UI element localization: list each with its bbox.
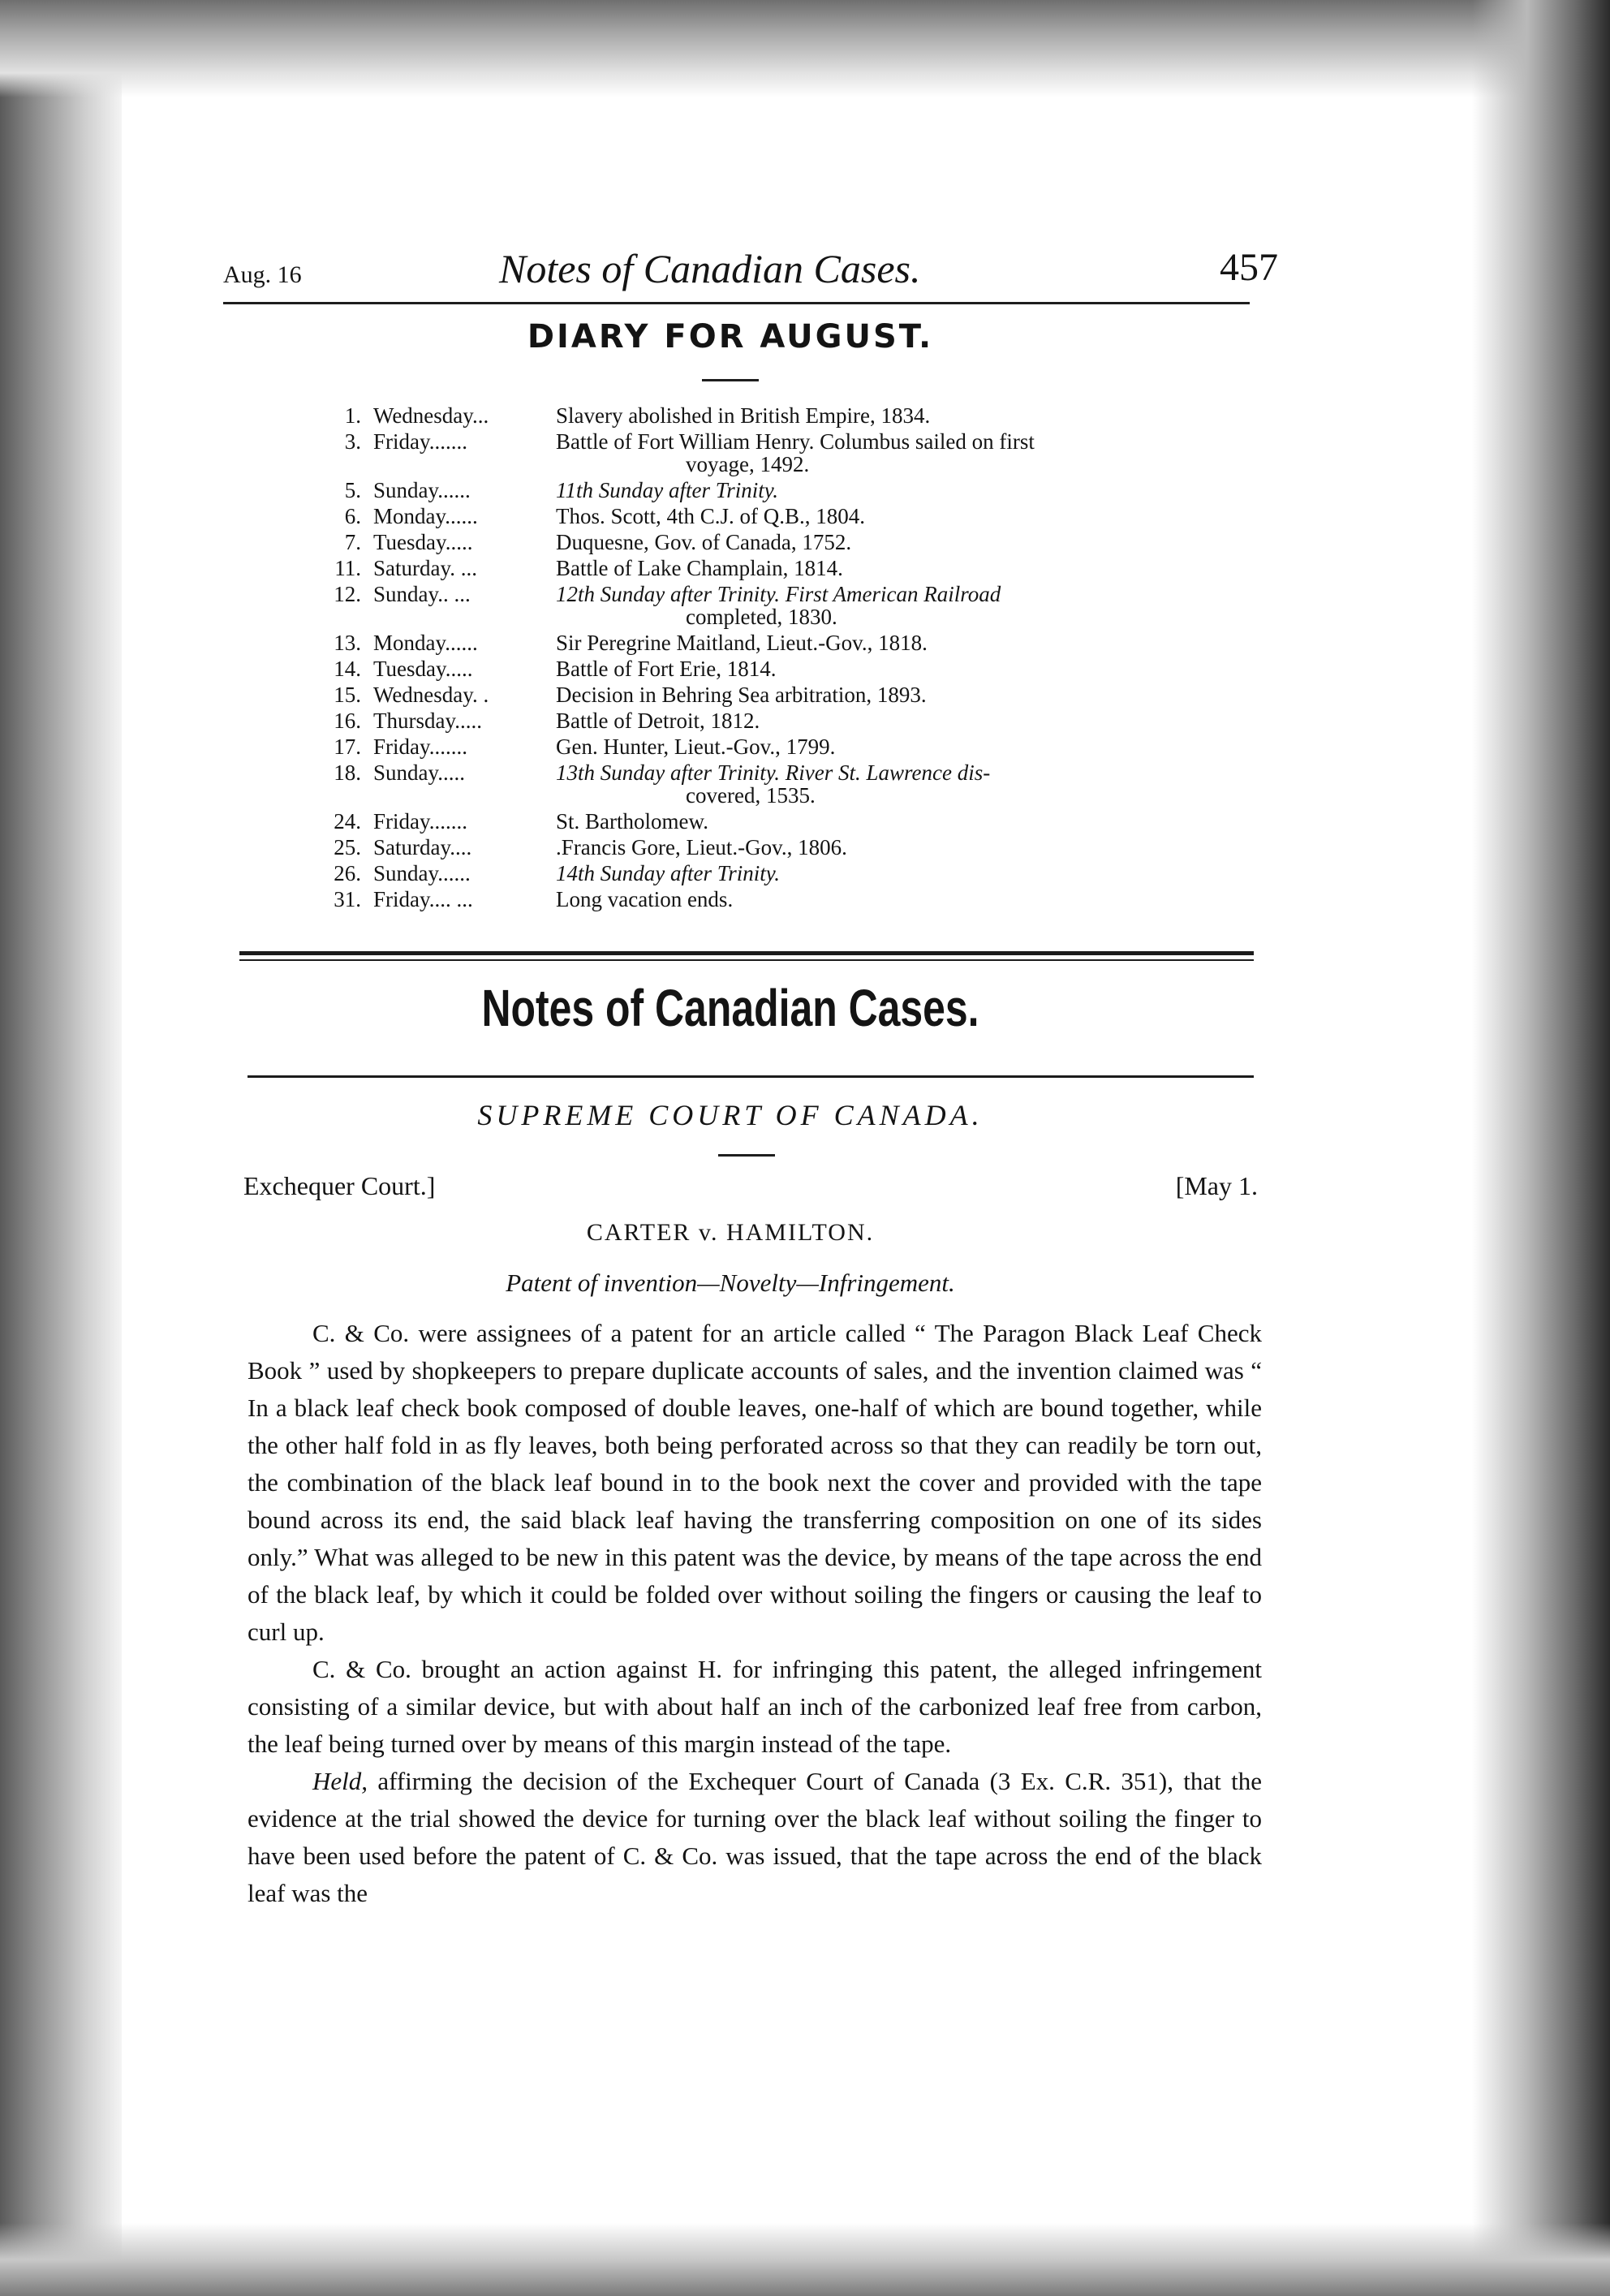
diary-entry-weekday: Friday....... xyxy=(373,809,467,834)
diary-entry-date: 3. xyxy=(344,429,361,454)
case-headnote: Patent of invention—Novelty—Infringement. xyxy=(506,1269,955,1297)
diary-title: DIARY FOR AUGUST. xyxy=(527,318,934,355)
diary-entry xyxy=(312,888,1270,911)
diary-entry-date: 13. xyxy=(334,631,361,655)
diary-entry-weekday: Saturday. ... xyxy=(373,556,477,580)
running-head-title: Notes of Canadian Cases. xyxy=(499,246,921,291)
diary-entry xyxy=(312,761,1270,807)
held-label: Held, xyxy=(312,1767,368,1795)
section-rule-thin xyxy=(239,959,1254,961)
scan-edge-bottom xyxy=(0,2223,1610,2296)
running-head xyxy=(207,227,1278,302)
diary-entry xyxy=(312,735,1270,758)
diary-title-rule xyxy=(702,379,759,381)
diary-entry-weekday: Saturday.... xyxy=(373,835,472,859)
diary-entry-weekday: Friday....... xyxy=(373,734,467,759)
diary-entry-date: 16. xyxy=(334,709,361,733)
diary-entry-weekday: Sunday..... xyxy=(373,760,465,785)
diary-entry-date: 31. xyxy=(334,887,361,911)
diary-entry xyxy=(312,505,1270,528)
diary-entry-date: 15. xyxy=(334,683,361,707)
section-title: Notes of Canadian Cases. xyxy=(481,979,979,1037)
court-heading: SUPREME COURT OF CANADA. xyxy=(477,1099,984,1131)
diary-entry-weekday: Thursday..... xyxy=(373,709,482,733)
header-rule xyxy=(223,302,1250,304)
diary-entry-event: St. Bartholomew. xyxy=(556,809,708,834)
diary-entry xyxy=(312,430,1270,476)
diary-list xyxy=(312,404,1270,914)
held-text: affirming the decision of the Exchequer Court of Canada (3 Ex. C.R. 351), that the evidence at the trial showed the device for turning over the black leaf without soiling the finger to have been used before the patent of C. & Co. was issued, that the tape across the end of the black leaf was the xyxy=(248,1767,1262,1907)
diary-entry-date: 5. xyxy=(344,478,361,502)
diary-entry xyxy=(312,836,1270,859)
page xyxy=(207,227,1278,1907)
diary-entry-event: Battle of Fort Erie, 1814. xyxy=(556,657,777,681)
diary-entry-date: 14. xyxy=(334,657,361,681)
section-title-rule xyxy=(248,1075,1254,1078)
diary-entry-weekday: Monday...... xyxy=(373,631,478,655)
scan-edge-right xyxy=(1472,0,1610,2296)
diary-entry-weekday: Tuesday..... xyxy=(373,530,473,554)
diary-entry xyxy=(312,810,1270,833)
diary-entry-date: 1. xyxy=(344,403,361,428)
diary-entry xyxy=(312,479,1270,502)
case-name: CARTER v. HAMILTON. xyxy=(586,1219,875,1246)
diary-entry-date: 7. xyxy=(344,530,361,554)
diary-entry-continuation: completed, 1830. xyxy=(686,605,837,629)
diary-entry-event: Battle of Detroit, 1812. xyxy=(556,709,760,733)
diary-entry-date: 24. xyxy=(334,809,361,834)
diary-entry-weekday: Sunday...... xyxy=(373,861,471,885)
diary-entry-weekday: Tuesday..... xyxy=(373,657,473,681)
scan-edge-left xyxy=(0,0,122,2296)
case-paragraph: C. & Co. brought an action against H. for infringing this patent, the alleged infringement consisting of a similar device, but with about half an inch of the carbonized leaf free from carbon, the leaf being turned over by means of this margin instead of the tape. xyxy=(248,1655,1262,1758)
case-body xyxy=(248,1315,1262,1912)
held-paragraph xyxy=(248,1763,1262,1912)
diary-entry-weekday: Wednesday... xyxy=(373,403,489,428)
diary-entry-event: Gen. Hunter, Lieut.-Gov., 1799. xyxy=(556,734,836,759)
court-heading-rule xyxy=(718,1154,775,1157)
running-head-date: Aug. 16 xyxy=(223,261,302,288)
diary-entry-event: 11th Sunday after Trinity. xyxy=(556,478,779,502)
diary-entry-event: Battle of Fort William Henry. Columbus sailed on first xyxy=(556,429,1035,454)
diary-entry-event: Thos. Scott, 4th C.J. of Q.B., 1804. xyxy=(556,504,866,528)
diary-entry xyxy=(312,657,1270,680)
scan-edge-top xyxy=(0,0,1610,97)
diary-entry-date: 11. xyxy=(334,556,361,580)
diary-entry-date: 6. xyxy=(344,504,361,528)
diary-entry xyxy=(312,583,1270,628)
diary-entry-weekday: Wednesday. . xyxy=(373,683,489,707)
diary-entry-event: 13th Sunday after Trinity. River St. Lawrence dis- xyxy=(556,760,991,785)
diary-entry xyxy=(312,557,1270,579)
diary-entry-event: Sir Peregrine Maitland, Lieut.-Gov., 1818. xyxy=(556,631,928,655)
diary-entry-event: Duquesne, Gov. of Canada, 1752. xyxy=(556,530,852,554)
diary-entry-date: 12. xyxy=(334,582,361,606)
diary-entry xyxy=(312,683,1270,706)
diary-entry-event: Slavery abolished in British Empire, 1834. xyxy=(556,403,931,428)
diary-entry xyxy=(312,404,1270,427)
diary-entry-date: 18. xyxy=(334,760,361,785)
diary-entry-event: Battle of Lake Champlain, 1814. xyxy=(556,556,843,580)
diary-entry-event: Decision in Behring Sea arbitration, 1893. xyxy=(556,683,927,707)
diary-entry-event: Long vacation ends. xyxy=(556,887,734,911)
diary-entry-weekday: Sunday...... xyxy=(373,478,471,502)
diary-entry-date: 26. xyxy=(334,861,361,885)
diary-entry-weekday: Sunday.. ... xyxy=(373,582,471,606)
diary-entry-continuation: covered, 1535. xyxy=(686,783,816,808)
diary-entry xyxy=(312,709,1270,732)
diary-entry xyxy=(312,862,1270,885)
page-number: 457 xyxy=(1220,246,1278,289)
section-rule-thick xyxy=(239,951,1254,955)
lower-court: Exchequer Court.] xyxy=(243,1171,436,1200)
diary-entry xyxy=(312,631,1270,654)
diary-entry-weekday: Friday....... xyxy=(373,429,467,454)
diary-entry-event: .Francis Gore, Lieut.-Gov., 1806. xyxy=(556,835,847,859)
diary-entry xyxy=(312,531,1270,554)
diary-entry-event: 14th Sunday after Trinity. xyxy=(556,861,781,885)
diary-entry-weekday: Friday.... ... xyxy=(373,887,473,911)
diary-entry-continuation: voyage, 1492. xyxy=(686,452,810,476)
diary-entry-date: 17. xyxy=(334,734,361,759)
diary-entry-event: 12th Sunday after Trinity. First American Railroad xyxy=(556,582,1001,606)
decision-date: [May 1. xyxy=(1175,1171,1258,1200)
diary-entry-weekday: Monday...... xyxy=(373,504,478,528)
diary-entry-date: 25. xyxy=(334,835,361,859)
case-paragraph: C. & Co. were assignees of a patent for an article called “ The Paragon Black Leaf Check Book ” used by shopkeepers to prepare duplicate accounts of sales, and the invention claimed was “ In a black leaf check book composed of double leaves, one-half of which are bound together, while the other half fold in as fly leaves, both being perforated across so that they can readily be torn out, the combination of the black leaf bound in to the book next the cover and provided with the tape bound across its end, the said black leaf having the transferring composition on one of its sides only.” What was alleged to be new in this patent was the device, by means of the tape across the end of the black leaf, by which it could be folded over without soiling the fingers or causing the leaf to curl up. xyxy=(248,1319,1262,1646)
